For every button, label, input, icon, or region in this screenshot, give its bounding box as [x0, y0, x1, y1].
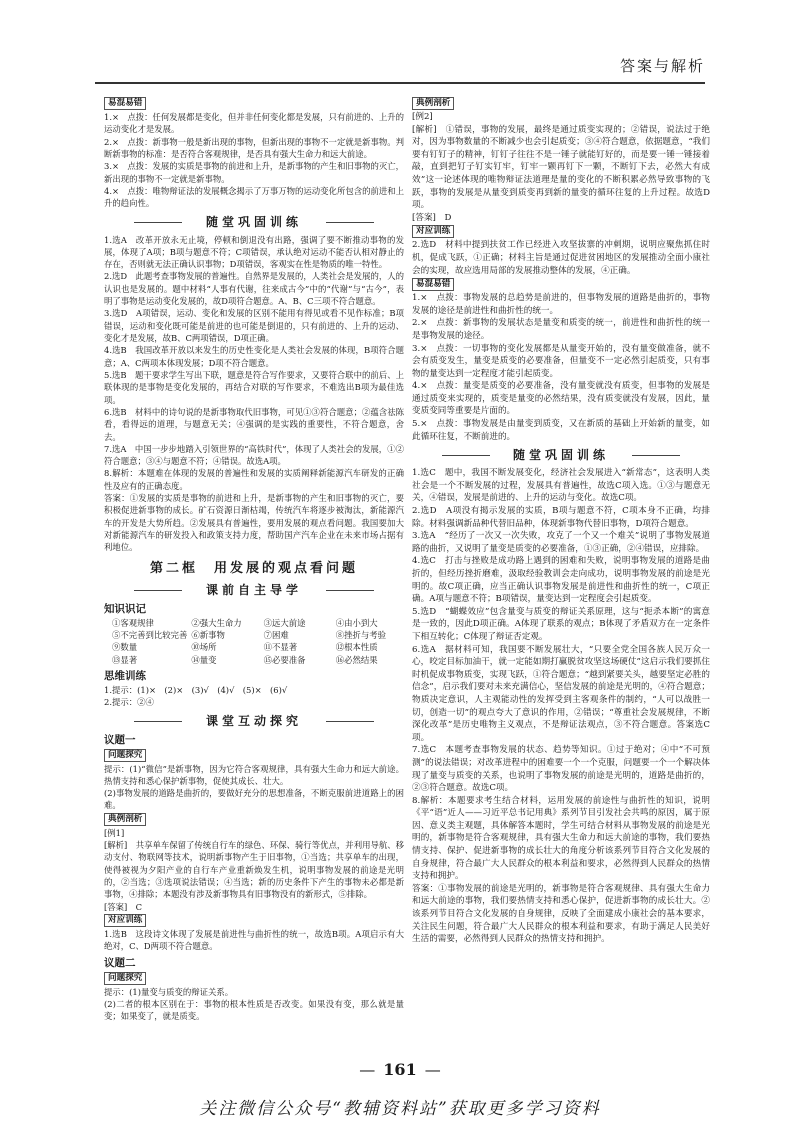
paragraph: 8.解析：本题要求考生结合材料，运用发展的前途性与曲折性的知识，说明《平“语”近人——习近平总书记用典》系列节目引发社会共鸣的原因，属于原因、意义类主观题，具体解答本题时，学生可结合材料从事物发展的前途是光明的，新事物是符合客观规律，具有强大生命力和远大前途的事物，我们要热情支持、保护、促进新事物的成长壮大的角度分析该系列节目符合文化发展的自身规律，符合最广大人民群众的根本利益和要求，必然得到人民群众的热情支持和拥护。: [412, 795, 710, 882]
knowledge-item: ⑭量变: [191, 654, 217, 665]
paragraph: [答案] D: [412, 212, 452, 223]
page-number: — 161 —: [0, 1060, 800, 1079]
paragraph: 3.× 点拨：发展的实质是事物的前进和上升，是新事物的产生和旧事物的灭亡，新出现的事物不一定就是新事物。: [104, 161, 404, 184]
paragraph: 1.选B 这段诗文体现了发展是前进性与曲折性的统一，故选B项。A项启示有大绝对，C、D两项不符合题意。: [104, 928, 404, 952]
paragraph: 6.选B 材料中的诗句说的是新事物取代旧事物，可见①③符合题意；②蕴含祛陈看，看得远的道理，与题意无关；④强调的是实践的重要性，不符合题意，舍去。: [104, 406, 404, 442]
box-heading: 易混易错: [412, 278, 454, 291]
knowledge-item: ⑧挫折与考验: [335, 629, 387, 640]
paragraph: 4.选C 打击与挫败是成功路上遇到的困难和失败，说明事物发展的道路是曲折的，但经历挫折磨难，汲取经验教训会走向成功，说明事物发展的前途是光明的。故C项正确，应当正确认识事物发展是前进性和曲折性的统一，C项正确。A项与题意不符；B项错误，量变达到一定程度会引起质变。: [412, 556, 710, 605]
paragraph: 4.× 点拨：唯物辩证法的发展概念揭示了万事万物的运动变化所包含的前进和上升的趋向性。: [104, 185, 404, 209]
box-heading: 问题探究: [104, 749, 146, 762]
footer-note: 关注微信公众号“教辅资料站”获取更多学习资料: [199, 1099, 601, 1119]
subsection-heading: 议题二: [104, 956, 136, 969]
paragraph: 3.选D A项错误，运动、变化和发展的区别不能用有得见或看不见作标准；B项错误，运动和变化既可能是前进的也可能是倒退的，只有前进的、上升的运动、变化才是发展，故B、C两项错误，D项正确。: [104, 308, 404, 343]
paragraph: 2.选D 材料中提到扶贫工作已经进入攻坚拔寨的冲刺期，说明应聚焦抓住时机，促成飞跃，①正确；材料主旨是通过促进贫困地区的发展推动全面小康社会的实现，故应选用局部的发展推动整体的发展，④正确。: [412, 240, 710, 276]
box-heading: 典例剖析: [412, 97, 454, 110]
section-banner: 课堂互动探究: [104, 713, 404, 729]
paragraph: [解析] 共享单车保留了传统自行车的绿色、环保、骑行等优点，并利用导航、移动支付、物联网等技术，说明新事物产生于旧事物，①当选；共享单车的出现，使得被视为夕阳产业的自行车产业重新焕发生机，说明事物发展的前途是光明的，②当选；③选项说法错误；④当选；新的历史条件下产生的事物未必都是新事物，④排除；本题没有涉及新事物具有旧事物没有的新形式，⑤排除。: [104, 840, 404, 900]
paragraph: 答案：①发展的实质是事物的前进和上升，是新事物的产生和旧事物的灭亡，要积极促进新事物的成长。矿石资源日渐枯竭，传统汽车将逐步被淘汰，新能源汽车的开发是大势所趋。②发展具有普遍性，要用发展的观点看问题。我国要加大对新能源汽车的研发投入和政策支持力度，帮助国产汽车企业在未来市场占据有利地位。: [104, 493, 404, 553]
box-heading: 易混易错: [104, 97, 146, 110]
knowledge-item: ⑨数量: [112, 642, 138, 653]
knowledge-item: ①客观规律: [112, 617, 154, 628]
paragraph: (2)事物发展的道路是曲折的，要做好充分的思想准备，不断克服前进道路上的困难。: [104, 788, 404, 811]
knowledge-item: ⑦困难: [263, 629, 289, 640]
box-heading: 问题探究: [104, 972, 146, 985]
box-heading: 对应训练: [412, 225, 454, 238]
paragraph: 提示：(1)“微信”是新事物，因为它符合客观规律，具有强大生命力和远大前途。热情支持和悉心保护新事物，促使其成长、壮大。: [104, 763, 404, 786]
box-heading-row: [412, 224, 710, 239]
left-column: [104, 96, 404, 1023]
knowledge-grid: [112, 617, 404, 666]
box-heading-row: [104, 748, 404, 763]
paragraph: 7.选C 本题考查事物发展的状态、趋势等知识。①过于绝对；④中“不可预测”的说法错误；对改革进程中的困难要一个一个克服，问题要一个一个解决体现了量变与质变的关系，也说明了事物发展的前途是光明的，道路是曲折的，②③符合题意。故选C项。: [412, 745, 710, 794]
paragraph: 提示：(1)量变与质变的辩证关系。: [104, 986, 234, 997]
box-heading-row: [412, 277, 710, 292]
paragraph: 1.× 点拨：任何发展都是变化，但并非任何变化都是发展，只有前进的、上升的运动变化才是发展。: [104, 112, 404, 135]
paragraph: 1.提示：(1)× (2)× (3)√ (4)√ (5)× (6)√: [104, 684, 288, 695]
paragraph: 8.解析：本题难在体现的发展的普遍性和发展的实质阐释新能源汽车研发的正确性及应有的正确态度。: [104, 468, 404, 491]
subsection-heading: 知识识记: [104, 602, 146, 615]
paragraph: 2.× 点拨：新事物一般是新出现的事物，但新出现的事物不一定就是新事物。判断新事物的标准：是否符合客观规律，是否具有强大生命力和远大前途。: [104, 136, 404, 159]
paragraph: 答案：①事物发展的前途是光明的，新事物是符合客观规律、具有强大生命力和远大前途的事物，我们要热情支持和悉心保护，促进新事物的成长壮大。②该系列节目符合文化发展的自身规律，反映了全面建成小康社会的基本要求，关注民生问题，符合最广大人民群众的根本利益和要求，有助于满足人民美好生活的需要，必然得到人民群众的热情支持和拥护。: [412, 883, 710, 945]
knowledge-item: ⑯必然结果: [335, 654, 378, 665]
page-header: [95, 52, 705, 84]
paragraph: 5.× 点拨：事物发展是由量变到质变，又在新质的基础上开始新的量变，如此循环往复，不断前进的。: [412, 419, 710, 442]
section-banner: 课前自主导学: [104, 582, 404, 598]
paragraph: [答案] C: [104, 901, 143, 912]
subsection-heading: 议题一: [104, 733, 136, 746]
box-heading-row: [412, 96, 710, 111]
right-column: [412, 96, 710, 946]
paragraph: [解析] ①错误，事物的发展，最终是通过质变实现的；②错误，说法过于绝对，因为事物数量的不断减少也会引起质变；③④符合题意，依据题意，“我们要有钉钉子的精神，钉钉子往往不是一锤子就能钉好的，而是要一锤一锤接着敲，直到把钉子钉实钉牢，钉牢一颗再钉下一颗，不断钉下去，必然大有成效”这一论述体现的唯物辩证法道理是量的变化的不断积累必然导致事物的飞跃，事物的发展是从量变到质变再到新的量变的循环往复的上升过程。故选D项。: [412, 124, 710, 211]
paragraph: [例2]: [412, 112, 433, 122]
box-heading-row: [104, 913, 404, 928]
paragraph: 1.选C 题中，我国不断发展变化，经济社会发展进入“新常态”，这表明人类社会是一个不断发展的过程，发展具有普遍性，故选C项入选。①③与题意无关，④错误，发展是前进的、上升的运动与变化。故选C项。: [412, 468, 710, 504]
box-heading: 对应训练: [104, 914, 146, 927]
knowledge-item: ⑪不显著: [263, 642, 298, 653]
knowledge-item: ②强大生命力: [191, 617, 242, 628]
paragraph: 3.× 点拨：一切事物的变化发展都是从量变开始的，没有量变做准备，就不会有质变发生，量变是质变的必要准备，但量变不一定必然引起质变，只有事物的量变达到一定程度才能引起质变。: [412, 343, 710, 379]
paragraph: 4.选B 我国改革开放以来发生的历史性变化是人类社会发展的体现，B项符合题意；A、C两项本体现发展；D项不符合题意。: [104, 345, 404, 368]
paragraph: 5.选D “蝴蝶效应”包含量变与质变的辩证关系原理，这与“扼杀本断”的寓意是一致的，因此D项正确。A体现了联系的观点；B体现了矛盾双方在一定条件下相互转化；C体现了辩证否定观。: [412, 606, 710, 642]
paragraph: 2.选D A项没有揭示发展的实质，B项与题意不符，C项本身不正确，均排除。材料强调新品种代替旧品种，体现新事物代替旧事物，D项符合题意。: [412, 506, 710, 529]
box-heading: 典例剖析: [104, 813, 146, 826]
knowledge-item: ⑫根本性质: [335, 642, 378, 653]
subsection-heading: 思维训练: [104, 669, 146, 682]
knowledge-item: ⑥新事物: [191, 629, 225, 640]
knowledge-item: ④由小到大: [335, 617, 378, 628]
paragraph: 3.选A “经历了一次又一次失败，攻克了一个又一个难关”说明了事物发展道路的曲折，又说明了量变是质变的必要准备，①③正确，②④错误，应排除。: [412, 531, 710, 554]
knowledge-item: ⑬显著: [112, 654, 138, 665]
paragraph: 2.提示：②④: [104, 697, 154, 708]
paragraph: 7.选A 中国一步步地踏入引领世界的“高铁时代”，体现了人类社会的发展，①②符合题意；③④与题意不符；④错误。故选A项。: [104, 443, 404, 467]
paragraph: 5.选B 题干要求学生写出下联，题意是符合写作要求，又要符合联中的前后、上联体现的是事物是变化发展的，再结合对联的写作要求，不难选出B项为最佳选项。: [104, 369, 404, 405]
knowledge-item: ⑩场所: [191, 642, 217, 653]
paragraph: 1.× 点拨：事物发展的总趋势是前进的，但事物发展的道路是曲折的，事物发展的途径是前进性和曲折性的统一。: [412, 293, 710, 316]
page-header-title: 答案与解析: [619, 57, 705, 75]
paragraph: 6.选A 据材料可知，我国要不断发展壮大，“只要全党全国各族人民万众一心，咬定目标加油干，就一定能如期打赢脱贫攻坚这场硬仗”这启示我们要抓住时机促成事物质变，实现飞跃，①符合题意；“越到紧要关头，越要坚定必胜的信念”，启示我们要对未来充满信心，坚信发展的前途是光明的，④符合题意；物质决定意识，人主观能动性的发挥受到主客观条件的制约，“人可以战胜一切，创造一切”的观点夸大了意识的作用，②错误；“尊重社会发展规律，不断深化改革”是历史唯物主义观点，不是辩证法观点，③不符合题意。答案选C项。: [412, 644, 710, 743]
box-heading-row: [104, 971, 404, 986]
paragraph: [例1]: [104, 827, 125, 838]
knowledge-item: ③远大前途: [263, 617, 306, 628]
box-heading-row: [104, 812, 404, 827]
section-banner: 随堂巩固训练: [412, 447, 710, 463]
section-banner: 随堂巩固训练: [104, 214, 404, 230]
paragraph: 4.× 点拨：量变是质变的必要准备，没有量变就没有质变，但事物的发展是通过质变来实现的，质变是量变的必然结果，没有质变就没有发展，因此，量变质变同等重要是片面的。: [412, 381, 710, 417]
knowledge-item: ⑮必要准备: [263, 654, 306, 665]
box-heading-row: [104, 96, 404, 111]
knowledge-item: ⑤不完善到比较完善: [112, 629, 188, 640]
lesson-title: 第二框 用发展的观点看问题: [149, 560, 358, 576]
paragraph: (2)二者的根本区别在于：事物的根本性质是否改变。如果没有变，那么就是量变；如果变了，就是质变。: [104, 998, 404, 1022]
paragraph: 2.选D 此题考查事物发展的普遍性。自然界是发展的，人类社会是发展的，人的认识也是发展的。题中材料“人事有代谢，往来成古今”中的“代谢”与“古今”，表明了事物是运动变化发展的，故D项符合题意。A、B、C三项不符合题意。: [104, 271, 404, 307]
paragraph: 1.选A 改革开放永无止境，停顿和倒退没有出路，强调了要不断推动事物的发展，体现了A项；B项与题意不符；C项错误，承认绝对运动不能否认相对静止的存在，否则就无法正确认识事物；D项错误，客观实在性是物质的唯一特性。: [104, 234, 404, 270]
paragraph: 2.× 点拨：新事物的发展状态是量变和质变的统一，前进性和曲折性的统一是事物发展的途径。: [412, 318, 710, 341]
